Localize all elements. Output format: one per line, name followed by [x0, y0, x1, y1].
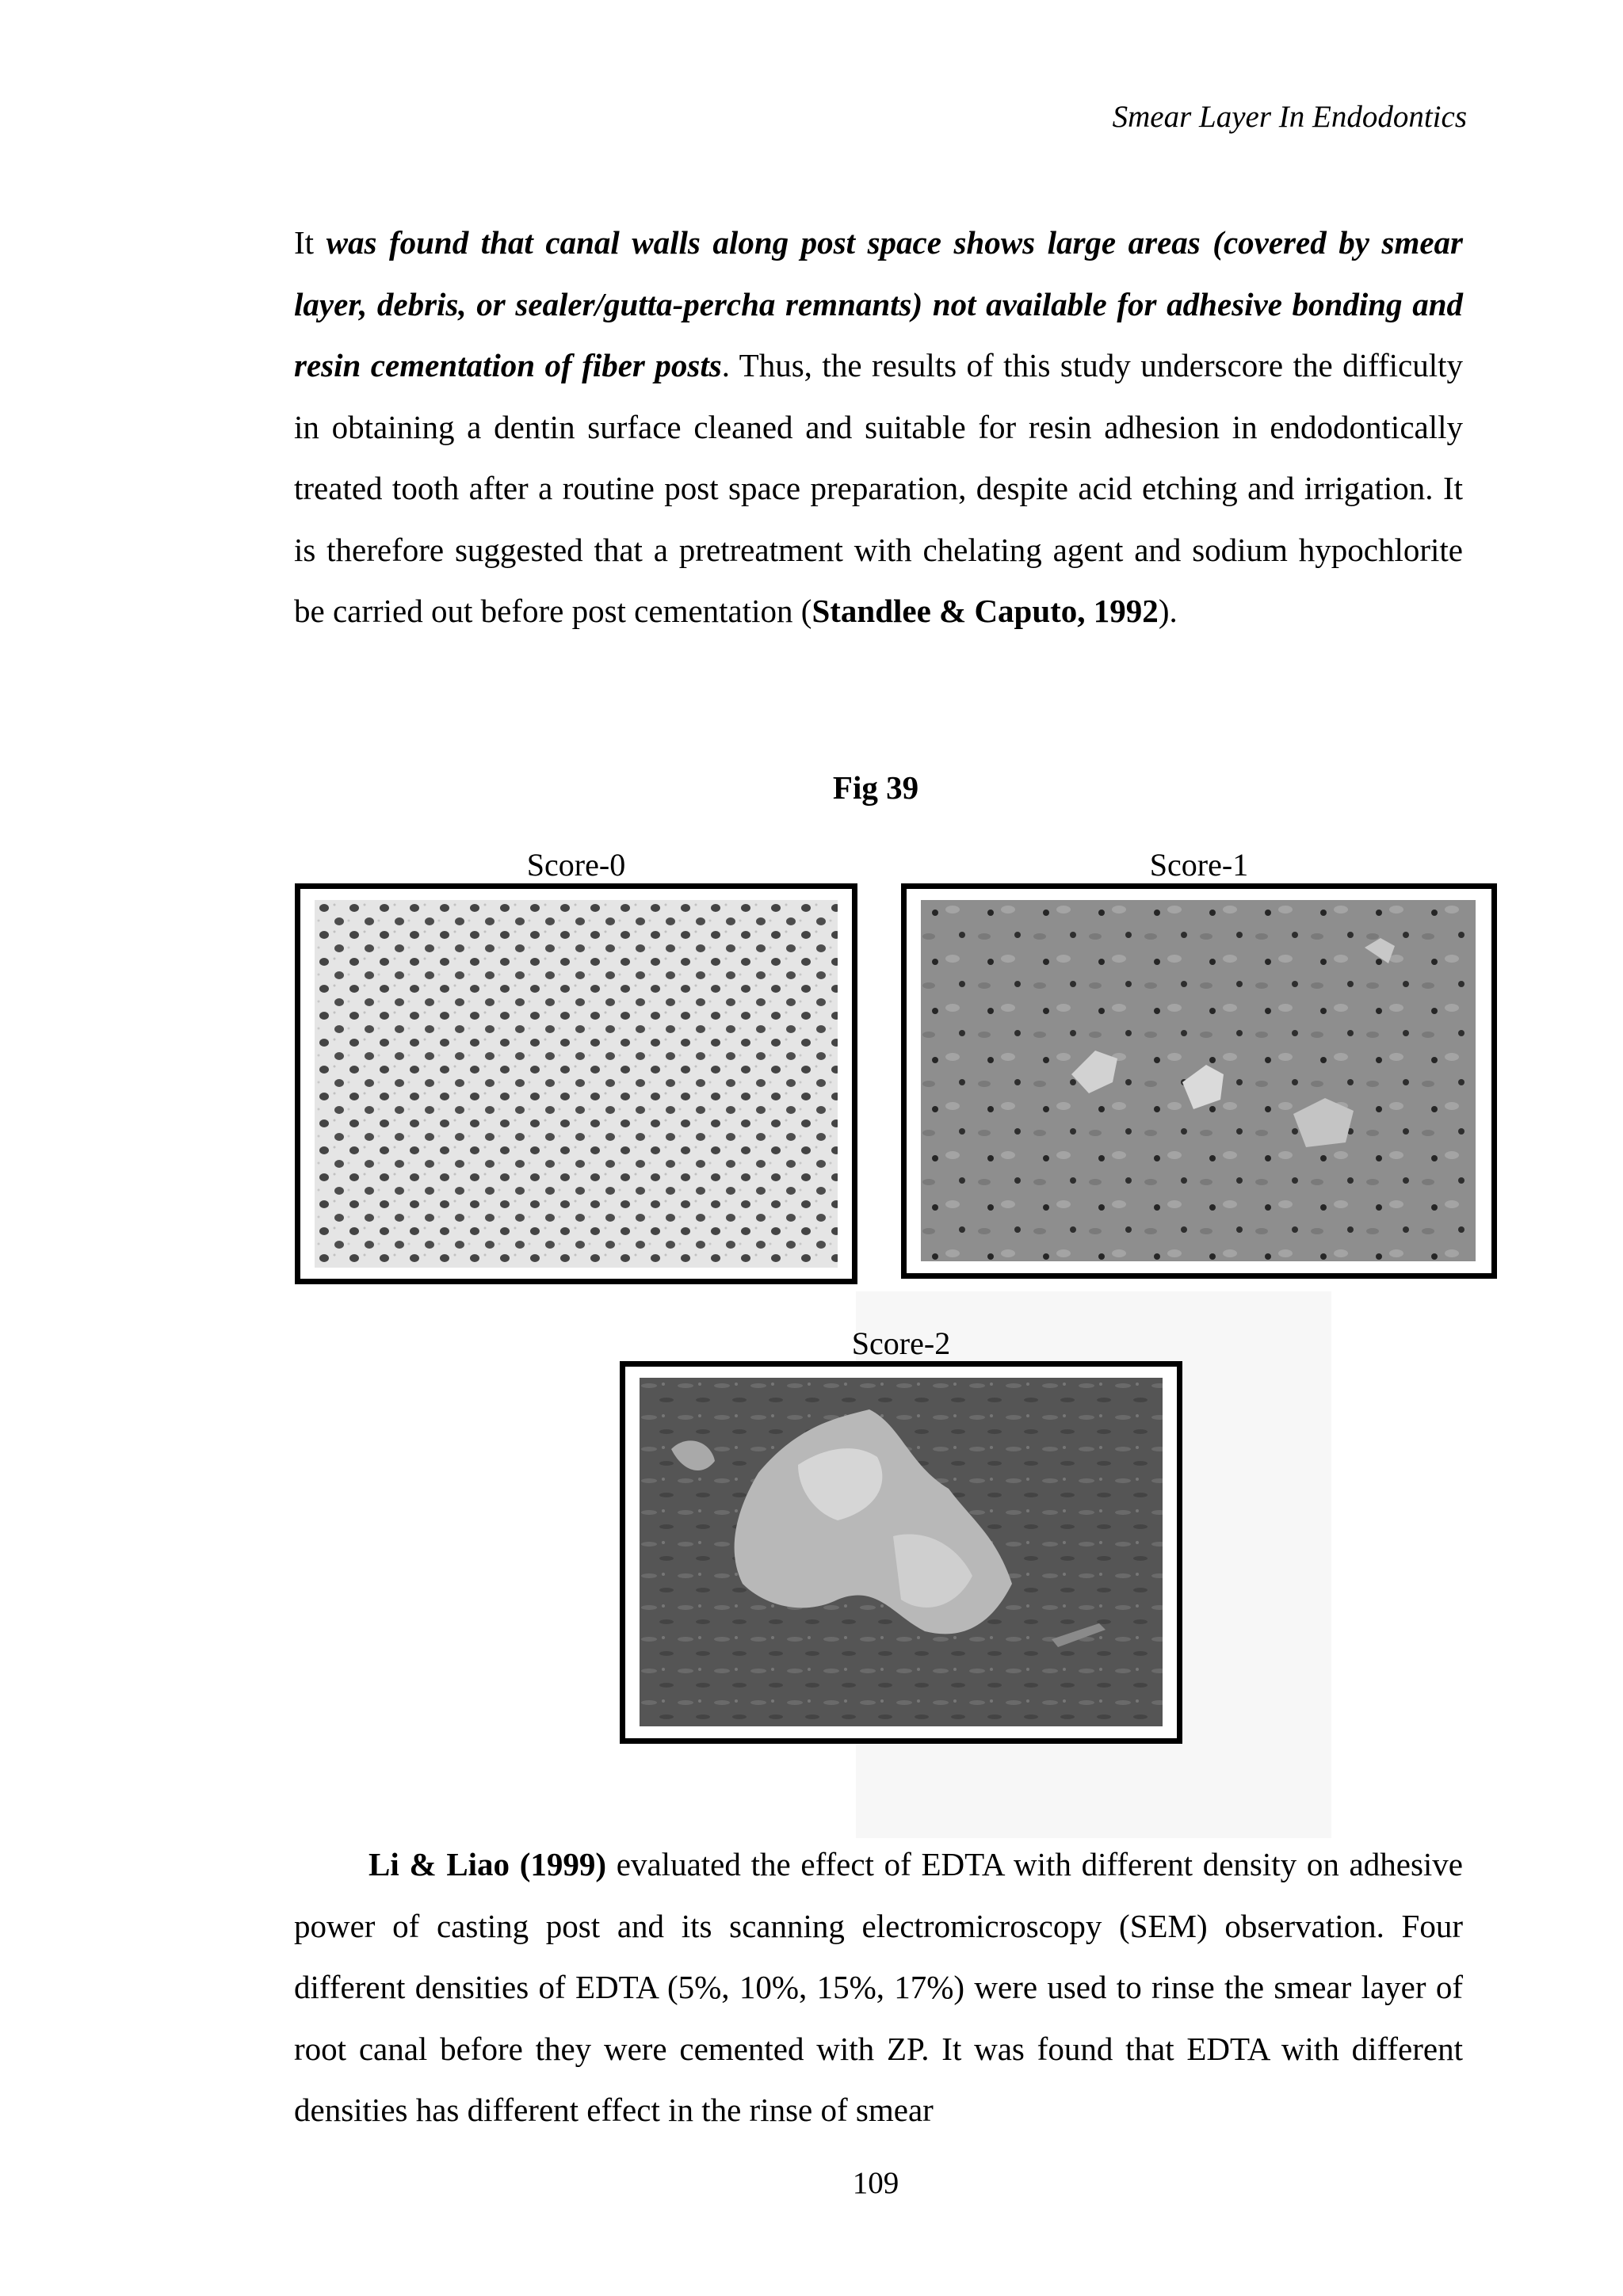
sem-micrograph-partial-debris [921, 900, 1476, 1261]
page-number: 109 [852, 2166, 899, 2200]
figure-caption-score-0: Score-0 [526, 847, 626, 883]
citation-standlee-caputo: Standlee & Caputo, 1992 [812, 593, 1159, 629]
paragraph-body: . Thus, the results of this study underscore the difficulty in obtaining a dentin surface cleaned and suitable for resin adhesion in endodontically treated tooth after a routine post space preparation, despite acid etching and irrigation. It is therefore suggested that a pretreatment with chelating agent and sodium hypochlorite be carried out before post cementation ( [294, 347, 1464, 629]
sem-image-score-1 [901, 883, 1497, 1279]
emphasized-finding: was found that canal walls along post space shows large areas (covered by smear layer, debris, or sealer/gutta-percha remnants) not available for adhesive bonding and resin cementation of fiber posts [294, 224, 1463, 383]
running-header: Smear Layer In Endodontics [1112, 100, 1467, 134]
sem-image-score-2 [620, 1361, 1182, 1744]
figure-caption-score-1: Score-1 [1149, 847, 1249, 883]
paragraph-lead: It [294, 224, 327, 261]
sem-micrograph-heavy-smear-layer [640, 1378, 1163, 1726]
paragraph-body: evaluated the effect of EDTA with different density on adhesive power of casting post and its scanning electromicroscopy (SEM) observation. Four different densities of EDTA (5%, 10%, 15%, 17%) were used to rinse the smear layer of root canal before they were cemented with ZP. It was found that EDTA with different densities has different effect in the rinse of smear [294, 1846, 1463, 2128]
sem-image-score-0 [295, 883, 857, 1284]
citation-li-liao: Li & Liao (1999) [369, 1846, 607, 1882]
paragraph-standlee-caputo [294, 212, 1463, 643]
sem-micrograph-open-tubules [315, 900, 838, 1268]
figure-caption-score-2: Score-2 [851, 1325, 951, 1361]
figure-title: Fig 39 [832, 769, 919, 806]
paragraph-tail: ). [1158, 593, 1178, 629]
paragraph-li-liao [294, 1834, 1463, 2142]
